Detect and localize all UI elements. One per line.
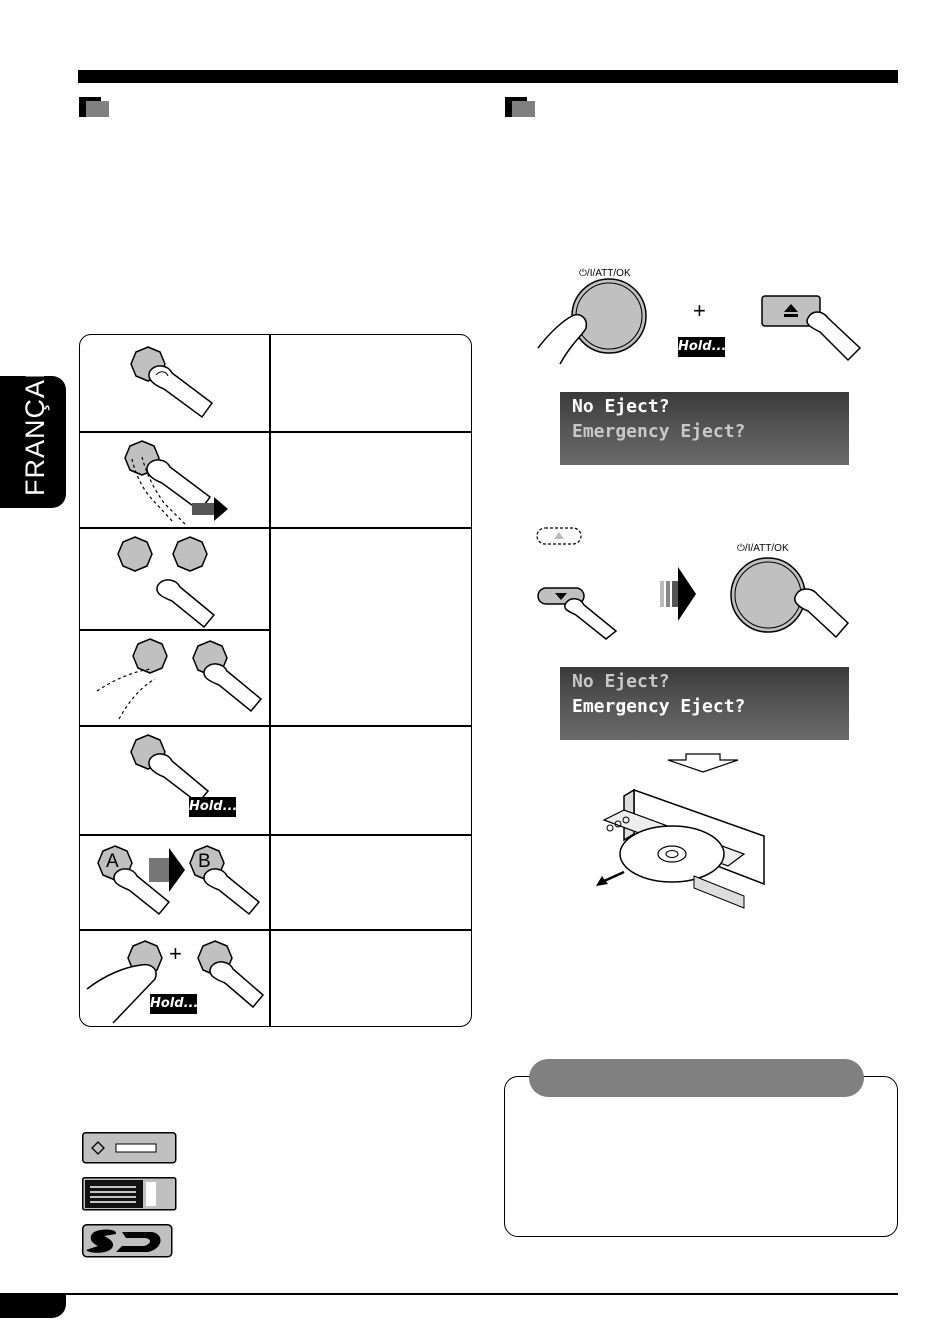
disc-ejecting-illustration — [594, 784, 776, 908]
section-marker-icon-right — [505, 97, 535, 117]
disc-icon — [82, 1132, 178, 1164]
knob-press-icon — [728, 555, 858, 645]
table-row-line — [80, 834, 471, 836]
footer-rule — [0, 1293, 898, 1295]
press-and-hold-icon — [120, 731, 250, 801]
button-a-label: A — [106, 851, 119, 872]
next-step-arrow-icon — [658, 565, 698, 621]
hold-label: Hold.... — [678, 337, 725, 357]
down-button-icon — [536, 527, 626, 637]
lcd-display-1 — [560, 392, 849, 465]
down-arrow-icon — [666, 754, 740, 774]
language-tab-label: FRANÇAIS — [20, 351, 50, 496]
knob-label: ⏻/I/ATT/OK — [737, 543, 789, 554]
press-button-icon — [120, 343, 250, 428]
table-row-line — [80, 629, 270, 631]
info-box-header — [529, 1059, 864, 1097]
lcd-display-2 — [560, 667, 849, 740]
display-line-1: No Eject? — [572, 396, 670, 417]
plus-sign: + — [169, 941, 182, 966]
info-box — [504, 1076, 898, 1237]
header-rule — [78, 70, 898, 83]
section-marker-icon-left — [79, 97, 109, 117]
hold-label: Hold.... — [189, 797, 236, 817]
press-second-button-icon — [95, 635, 270, 725]
display-line-2: Emergency Eject? — [572, 421, 746, 442]
knob-label: ⏻/I/ATT/OK — [579, 268, 631, 279]
press-and-slide-icon — [120, 437, 270, 527]
display-line-2: Emergency Eject? — [572, 696, 746, 717]
usb-icon — [82, 1177, 178, 1211]
table-row-line — [80, 431, 471, 433]
sd-card-icon — [82, 1224, 178, 1260]
language-tab — [0, 351, 66, 508]
display-line-1: No Eject? — [572, 671, 670, 692]
hold-label: Hold.... — [150, 994, 197, 1014]
table-row-line — [80, 725, 471, 727]
page-number-tab — [0, 1294, 66, 1318]
table-row-line — [80, 527, 471, 529]
press-one-of-two-icon — [110, 533, 260, 628]
plus-sign: + — [693, 298, 706, 323]
press-a-then-b-icon — [95, 840, 270, 930]
button-b-label: B — [198, 851, 211, 872]
operation-table — [79, 334, 472, 1027]
